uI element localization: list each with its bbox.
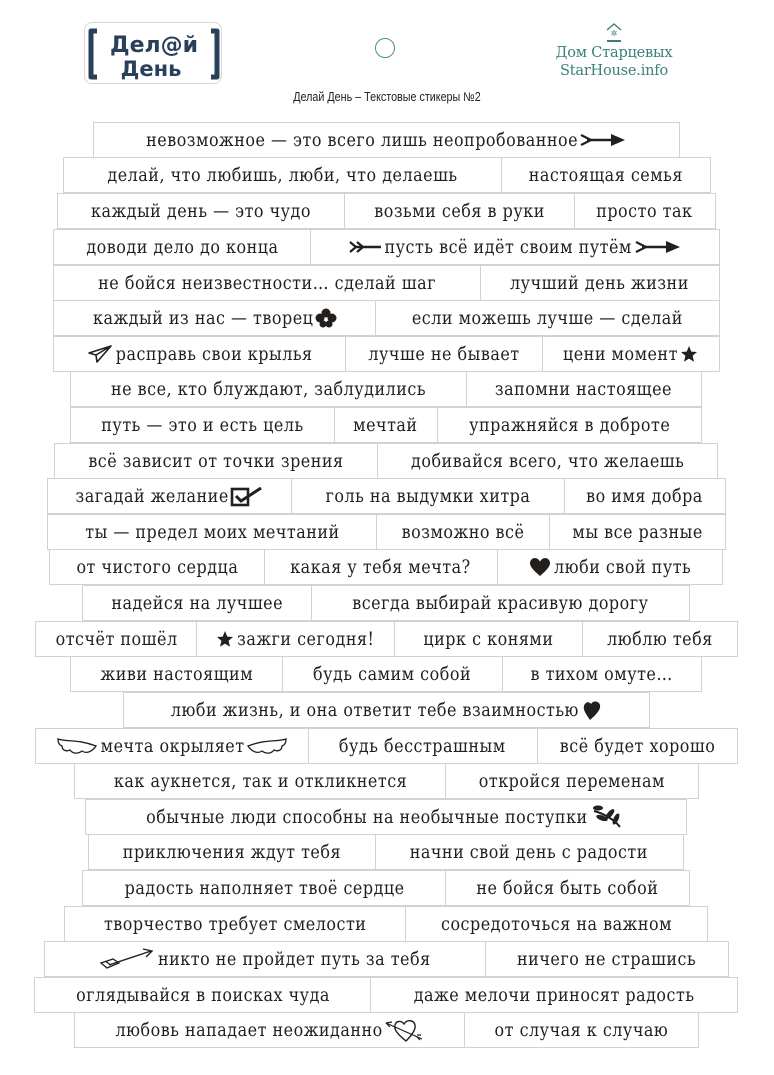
sticker[interactable] — [93, 122, 680, 158]
sticker-row — [63, 157, 711, 193]
sticker[interactable] — [497, 549, 724, 585]
sticker[interactable] — [549, 514, 727, 550]
flower-icon — [315, 308, 337, 328]
sticker-text: упражняйся в доброте — [468, 414, 671, 436]
sticker[interactable] — [466, 371, 703, 407]
sticker[interactable] — [370, 977, 739, 1013]
sticker-text: от случая к случаю — [494, 1019, 669, 1041]
sticker-text: ничего не страшись — [517, 948, 697, 970]
sticker[interactable] — [53, 229, 311, 265]
sticker-text: в тихом омуте… — [530, 663, 674, 685]
sticker[interactable] — [485, 941, 730, 977]
sticker[interactable] — [74, 1012, 465, 1048]
wing-right-icon — [246, 736, 288, 756]
sticker-row — [44, 941, 729, 977]
sticker[interactable] — [501, 157, 712, 193]
sticker-text: каждый из нас — творец — [92, 307, 313, 329]
sticker[interactable] — [345, 336, 544, 372]
sticker-text: люблю тебя — [606, 628, 713, 650]
sticker-text: добивайся всего, что желаешь — [410, 450, 685, 472]
sticker[interactable] — [196, 621, 396, 657]
sticker-text: творчество требует смелости — [103, 913, 367, 935]
starhouse-name-ru: Дом Старцевых — [555, 45, 673, 61]
sticker[interactable] — [282, 656, 504, 692]
sticker-text: ты — предел моих мечтаний — [84, 521, 340, 543]
sticker-text: делай, что любишь, люби, что делаешь — [107, 164, 458, 186]
sticker-text: даже мелочи приносят радость — [413, 984, 695, 1006]
sticker-row — [53, 336, 720, 372]
sticker-text: всё будет хорошо — [559, 735, 716, 757]
sticker-text: сосредоточься на важном — [440, 913, 672, 935]
sticker-text: мечтай — [353, 414, 418, 436]
leaves-icon — [590, 805, 626, 829]
wing-left-icon — [56, 736, 98, 756]
sticker[interactable] — [445, 763, 700, 799]
sticker[interactable] — [377, 443, 719, 479]
sticker-text: отсчёт пошёл — [55, 628, 178, 650]
sticker[interactable] — [82, 870, 446, 906]
sticker-row — [74, 763, 699, 799]
sticker-text: какая у тебя мечта? — [290, 556, 471, 578]
sticker-text: от чистого сердца — [75, 556, 238, 578]
sticker[interactable] — [344, 193, 576, 229]
sticker-text: приключения ждут тебя — [122, 841, 342, 863]
sticker-text: невозможное — это всего лишь неопробованное — [145, 129, 578, 151]
sticker[interactable] — [308, 728, 539, 764]
heart-icon — [529, 557, 551, 577]
svg-text:Дел@й: Дел@й — [109, 33, 199, 58]
sticker[interactable] — [291, 478, 566, 514]
sticker-text: во имя добра — [586, 485, 704, 507]
sticker-text: как аукнется, так и откликнется — [113, 770, 407, 792]
sticker-text: не бойся быть собой — [476, 877, 659, 899]
sticker-text: запомни настоящее — [495, 378, 673, 400]
sticker-text: не бойся неизвестности… сделай шаг — [98, 272, 436, 294]
star-icon — [216, 630, 234, 648]
heart-tilted-icon — [581, 699, 603, 721]
sticker[interactable] — [34, 977, 371, 1013]
sticker-text: настоящая семья — [528, 164, 683, 186]
logo-brackets-icon — [85, 23, 223, 85]
sticker[interactable] — [49, 549, 265, 585]
sticker-text: радость наполняет твоё сердце — [124, 877, 405, 899]
sticker-text: оглядывайся в поисках чуда — [75, 984, 330, 1006]
sticker[interactable] — [70, 656, 283, 692]
sticker[interactable] — [82, 585, 312, 621]
sticker-text: будь бесстрашным — [339, 735, 506, 757]
sticker[interactable] — [53, 265, 481, 301]
sticker[interactable] — [310, 229, 721, 265]
sticker-text: всё зависит от точки зрения — [88, 450, 344, 472]
star-icon — [680, 345, 698, 363]
sticker-text: если можешь лучше — сделай — [411, 307, 683, 329]
sticker[interactable] — [35, 621, 197, 657]
sticker[interactable] — [85, 799, 687, 835]
sticker-text: никто не пройдет путь за тебя — [158, 948, 431, 970]
sticker[interactable] — [537, 728, 739, 764]
sticker-text: лучше не бывает — [368, 343, 520, 365]
sticker-text: расправь свои крылья — [115, 343, 313, 365]
sticker[interactable] — [542, 336, 721, 372]
sticker-text: мы все разные — [572, 521, 703, 543]
sticker-row — [70, 371, 702, 407]
sticker-row — [53, 265, 720, 301]
sticker-text: живи настоящим — [100, 663, 253, 685]
sticker-row — [82, 585, 690, 621]
sticker-text: всегда выбирай красивую дорогу — [351, 592, 649, 614]
sticker-text: пусть всё идёт своим путём — [384, 236, 633, 258]
sticker-row — [53, 300, 720, 336]
sticker-text: цени момент — [563, 343, 679, 365]
sticker-text: возможно всё — [401, 521, 525, 543]
sticker-text: откройся переменам — [478, 770, 665, 792]
sticker[interactable] — [44, 941, 486, 977]
sticker-row — [54, 443, 718, 479]
sticker-text: путь — это и есть цель — [101, 414, 304, 436]
sticker[interactable] — [464, 1012, 700, 1048]
sticker-row — [70, 656, 702, 692]
sticker-row — [88, 834, 684, 870]
sticker-text: возьми себя в руки — [373, 200, 545, 222]
sticker-text: любовь нападает неожиданно — [114, 1019, 383, 1041]
sticker-text: будь самим собой — [313, 663, 472, 685]
sticker[interactable] — [57, 193, 345, 229]
house-snowflake-icon — [604, 22, 624, 44]
sticker-row — [35, 621, 738, 657]
sticker[interactable] — [445, 870, 691, 906]
sticker[interactable] — [70, 407, 335, 443]
sticker-row — [123, 692, 650, 728]
sticker[interactable] — [394, 621, 584, 657]
sticker[interactable] — [64, 906, 406, 942]
sticker-text: не все, кто блуждают, заблудились — [111, 378, 427, 400]
sticker[interactable] — [437, 407, 703, 443]
sticker[interactable] — [375, 300, 721, 336]
arrow-right-icon — [579, 132, 627, 148]
sticker-row — [53, 229, 720, 265]
sticker-text: люби жизнь, и она ответит тебе взаимностью — [170, 699, 579, 721]
sticker-text: зажги сегодня! — [236, 628, 375, 650]
sticker-row — [34, 977, 738, 1013]
checkbox-icon — [230, 485, 264, 507]
sticker[interactable] — [502, 656, 703, 692]
starhouse-logo — [538, 22, 690, 80]
sticker-text: начни свой день с радости — [409, 841, 649, 863]
sticker-text: каждый день — это чудо — [90, 200, 312, 222]
sticker-text: мечта окрыляет — [100, 735, 245, 757]
sticker-row — [93, 122, 680, 158]
sticker[interactable] — [564, 478, 727, 514]
sticker[interactable] — [74, 763, 446, 799]
sticker-text: цирк с конями — [423, 628, 554, 650]
sticker-text: голь на выдумки хитра — [325, 485, 531, 507]
sticker-text: просто так — [596, 200, 693, 222]
sticker[interactable] — [47, 478, 292, 514]
starhouse-name-en: StarHouse.info — [560, 63, 668, 79]
sticker-row — [74, 1012, 699, 1048]
paper-plane-icon — [87, 344, 113, 364]
sticker-text: обычные люди способны на необычные поступки — [146, 806, 588, 828]
sticker-row — [57, 193, 716, 229]
sticker[interactable] — [47, 514, 377, 550]
sticker-row — [35, 728, 738, 764]
delay-den-logo — [84, 22, 222, 84]
svg-text:День: День — [120, 57, 182, 81]
sticker[interactable] — [88, 834, 376, 870]
sticker-row — [82, 870, 690, 906]
arrow-tail-icon — [348, 239, 382, 255]
sticker-row — [85, 799, 687, 835]
sticker-text: лучший день жизни — [510, 272, 690, 294]
sticker[interactable] — [574, 193, 717, 229]
heart-arrow-icon — [384, 1017, 424, 1043]
sticker-text: люби свой путь — [553, 556, 691, 578]
sticker[interactable] — [334, 407, 439, 443]
sticker[interactable] — [264, 549, 499, 585]
arrow-diagonal-icon — [99, 947, 155, 971]
sticker-text: доводи дело до конца — [85, 236, 279, 258]
sticker[interactable] — [311, 585, 691, 621]
sticker[interactable] — [480, 265, 721, 301]
sticker[interactable] — [582, 621, 739, 657]
sticker[interactable] — [63, 157, 502, 193]
sticker-row — [49, 549, 723, 585]
sticker[interactable] — [53, 336, 346, 372]
sticker[interactable] — [70, 371, 467, 407]
hang-hole-circle — [375, 38, 395, 58]
sticker[interactable] — [405, 906, 709, 942]
sticker-text: загадай желание — [75, 485, 229, 507]
sticker-row — [47, 478, 726, 514]
arrow-right-icon — [634, 239, 682, 255]
sticker-row — [47, 514, 726, 550]
sticker-text: надейся на лучшее — [111, 592, 284, 614]
sticker-row — [70, 407, 702, 443]
sticker[interactable] — [123, 692, 650, 728]
sticker[interactable] — [54, 443, 378, 479]
sticker[interactable] — [53, 300, 376, 336]
sticker-row — [64, 906, 708, 942]
page-title: Делай День – Текстовые стикеры №2 — [293, 90, 481, 104]
sticker[interactable] — [376, 514, 551, 550]
sticker[interactable] — [35, 728, 309, 764]
svg-text:✲: ✲ — [610, 29, 618, 38]
sticker[interactable] — [375, 834, 685, 870]
